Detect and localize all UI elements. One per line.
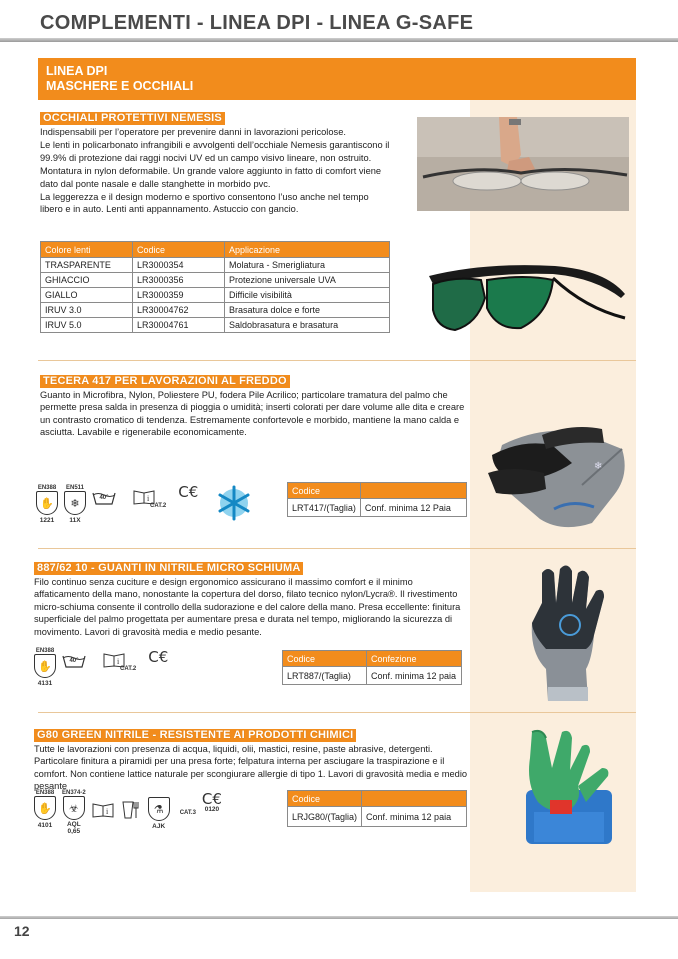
table-cell: LRT417/(Taglia) [288,499,361,517]
table-cell: Brasatura dolce e forte [225,303,390,318]
table-cell: Molatura - Smerigliatura [225,258,390,273]
en374-cert [62,790,86,835]
table-cell: TRASPARENTE [41,258,133,273]
nemesis-paragraph: Indispensabili per l’operatore per prevenire danni in lavorazioni pericolose. [40,127,346,137]
table-row [283,667,462,685]
table-cell: LR3000354 [133,258,225,273]
table-header-row [288,483,467,499]
en388-number: 4131 [37,680,53,687]
ajk-label: AJK [152,823,166,830]
table-header-cell: Colore lenti [41,242,133,258]
g80-cert-row [34,790,228,835]
info-cert [92,652,136,672]
snowflake-shield-icon: ❄ [64,491,86,515]
table-row [41,303,390,318]
table-row [288,807,467,827]
en388-cert [34,790,56,829]
en388-label: EN388 [37,485,57,491]
banner-line-2: MASCHERE E OCCHIALI [46,79,194,93]
flask-shield-icon: ⚗ [148,797,170,821]
en511-cert [64,485,86,524]
table-row [288,499,467,517]
table-cell: Conf. minima 12 paia [367,667,462,685]
nemesis-paragraph: Le lenti in policarbonato infrangibili e avvolgenti dell’occhiale Nemesis garantiscono il 99.9% di protezione dai raggi nocivi UV ed un campo visivo lineare, non ostruito. [40,140,390,163]
en388-number: 1221 [39,517,55,524]
tecera-title: TECERA 417 PER LAVORAZIONI AL FREDDO [40,375,290,388]
g80-glove-photo [512,728,624,848]
table-header-cell: Codice [288,791,362,807]
en511-label: EN511 [65,485,84,491]
table-header-row [288,791,467,807]
en511-number: 11X [69,517,81,524]
table-cell: Conf. minima 12 Paia [360,499,466,517]
table-header-cell: Codice [288,483,361,499]
table-header-row [283,651,462,667]
chemical-cert [148,790,170,830]
svg-text:i: i [147,494,150,503]
tecera-table [287,482,467,517]
section-divider [38,712,636,713]
nemesis-title: OCCHIALI PROTETTIVI NEMESIS [40,112,225,125]
page-number: 12 [14,923,30,939]
category-label: CAT.2 [120,666,137,672]
hand-shield-icon: ✋ [34,796,56,820]
info-cert [122,489,166,509]
table-cell: LR30004762 [133,303,225,318]
nemesis-table [40,241,390,333]
table-header-cell: Codice [283,651,367,667]
en388-label: EN388 [35,790,55,796]
ce-number: 0120 [204,806,220,813]
table-header-row [41,242,390,258]
footer-rule [0,916,678,919]
nitrile-table [282,650,462,685]
biohazard-shield-icon: ☣ [63,796,85,820]
category-banner [38,58,636,100]
table-cell: Protezione universale UVA [225,273,390,288]
table-header-cell: Codice [133,242,225,258]
table-row [41,273,390,288]
nitrile-glove-photo [512,563,622,703]
table-cell: Difficile visibilità [225,288,390,303]
nemesis-paragraph: Montatura in nylon deformabile. Un grande valore aggiunto in fatto di comfort viene dato dal ponte nasale e dalle stanghette in morbido pvc. [40,166,382,189]
table-row [41,318,390,333]
g80-title: G80 GREEN NITRILE - RESISTENTE AI PRODOTTI CHIMICI [34,729,356,742]
wash-cert [92,491,116,501]
table-cell: LRJG80/(Taglia) [288,807,362,827]
g80-table [287,790,467,827]
svg-text:❄: ❄ [594,461,603,472]
tecera-cert-row [36,485,254,524]
table-cell: GHIACCIO [41,273,133,288]
table-cell: GIALLO [41,288,133,303]
table-cell: IRUV 3.0 [41,303,133,318]
table-header-cell: Confezione [367,651,462,667]
food-cert [120,800,142,820]
section-divider [38,360,636,361]
page-title: COMPLEMENTI - LINEA DPI - LINEA G-SAFE [40,12,474,34]
tecera-glove-photo [482,415,632,535]
clear-glasses-photo [417,117,629,211]
ce-mark: C€ [178,483,199,501]
table-row [41,288,390,303]
en388-label: EN388 [35,648,55,654]
info-cert [92,802,114,818]
page-header [0,0,678,42]
en388-cert [36,485,58,524]
category-label: CAT.2 [150,503,167,509]
svg-text:i: i [117,657,120,666]
nemesis-description [40,126,392,217]
snowflake-icon [214,483,254,523]
table-cell: Saldobrasatura e brasatura [225,318,390,333]
aql-label: AQL [66,821,81,828]
nemesis-paragraph: La leggerezza e il design moderno e sportivo consentono l’uso anche nel tempo libero e in auto. Lenti anti appannamento. Astuccio con gancio. [40,192,369,215]
table-header-cell [360,483,466,499]
table-cell: LR3000359 [133,288,225,303]
category-label: CAT.3 [179,810,196,816]
table-header-cell [362,791,467,807]
wash-temperature: 40° [69,658,79,664]
nitrile-title: 887/62 10 - GUANTI IN NITRILE MICRO SCHIUMA [34,562,303,575]
info-book-icon [92,802,114,818]
banner-line-1: LINEA DPI [46,64,108,78]
table-cell: IRUV 5.0 [41,318,133,333]
wash-cert [62,654,86,664]
table-cell: LRT887/(Taglia) [283,667,367,685]
en374-label: EN374-2 [62,790,86,796]
nitrile-cert-row [34,648,168,687]
en388-number: 4101 [37,822,53,829]
svg-text:i: i [105,807,108,816]
table-header-cell: Applicazione [225,242,390,258]
wash-temperature: 40° [99,495,109,501]
ce-mark: C€ [201,790,222,808]
g80-description: Tutte le lavorazioni con presenza di acqua, liquidi, olii, mastici, resine, paste abrasive, detergenti. Particolare finitura a piramidi per una presa forte; felpatura interna per asciugare la traspirazione e il comfort. Non contiene lattice naturale per scongiurare allergie di tipo 1. Lavori di gravosità media e medio pesante [34,744,468,792]
ce-mark: C€ [148,648,169,666]
header-rule [0,38,678,42]
table-cell: LR30004761 [133,318,225,333]
ce-cert [202,790,222,813]
table-row [41,258,390,273]
section-divider [38,548,636,549]
food-safe-icon [120,800,142,820]
hand-shield-icon: ✋ [36,491,58,515]
table-cell: LR3000356 [133,273,225,288]
nitrile-description: Filo continuo senza cuciture e design ergonomico assicurano il massimo comfort e il minimo affaticamento della mano, nonostante la copertura del dorso, filato tecnico nylon/Lycra®. Il rivestimento micro-schiuma consente il controllo della sudorazione e del calore della mano. Presa eccellente: finitura superficiale del palmo progettata per aumentare presa e durata nel tempo, migliorando la sicurezza di movimento. Lavori di gravosità media e medio pesante. [34,577,461,637]
table-cell: Conf. minima 12 paia [362,807,467,827]
hand-shield-icon: ✋ [34,654,56,678]
tecera-description: Guanto in Microfibra, Nylon, Poliestere PU, fodera Pile Acrilico; particolare tramatura del palmo che permette presa salda in presenza di pioggia o umidità; inserti colorati per dare volume alle dita e creare un contrasto cromatico di tendenza. Estremamente confortevole e morbido, mantiene la mano calda e asciutta. Lavabile e rigenerabile economicamente. [40,390,465,438]
green-glasses-photo [425,258,630,346]
aql-value: 0,65 [67,828,81,835]
en388-cert [34,648,56,687]
